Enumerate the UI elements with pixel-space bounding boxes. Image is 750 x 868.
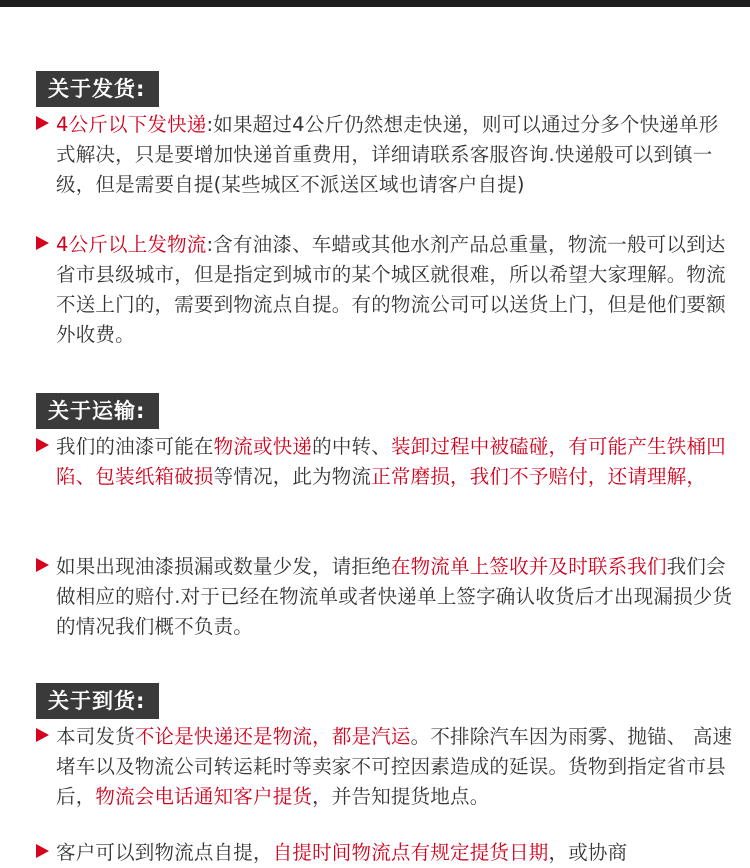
body-text: 等情况，此为物流 — [213, 465, 372, 488]
paragraph-text — [56, 838, 736, 864]
highlight-text: 装卸过程中被磕碰，有可能产生铁桶凹陷、包装纸箱破损 — [56, 435, 726, 488]
arrow-bullet-icon — [36, 844, 49, 858]
highlight-text: 在物流单上签收并及时联系我们 — [390, 555, 667, 578]
paragraph-text — [56, 110, 736, 200]
list-item — [36, 552, 736, 642]
body-text: :如果超过4公斤仍然想走快递，则可以通过分多个快递单形式解决，只是要增加快递首重费用，详细请联系客服咨询.快递般可以到镇一级，但是需要自提(某些城区不派送区域也请客户自提) — [56, 113, 719, 196]
highlight-text: 自提时间物流点有规定提货日期 — [272, 841, 549, 864]
body-text: 客户可以到物流点自提， — [56, 841, 273, 864]
body-text: ，并告知提货地点。 — [312, 785, 490, 808]
highlight-text: 物流或快递 — [213, 435, 313, 458]
paragraph-text — [56, 432, 736, 492]
body-text: :含有油漆、车蜡或其他水剂产品总重量，物流一般可以到达省市县级城市，但是指定到城市的某个城区就很难，所以希望大家理解。物流不送上门的，需要到物流点自提。有的物流公司可以送货上门，但是他们要额外收费。 — [56, 233, 726, 346]
body-text: ，或协商 — [548, 841, 628, 864]
body-text: 的中转、 — [312, 435, 391, 458]
highlight-text: 正常磨损，我们不予赔付，还请理解， — [371, 465, 707, 488]
list-item — [36, 838, 736, 864]
highlight-text: 不论是快递还是物流，都是汽运 — [134, 725, 411, 748]
list-item — [36, 230, 736, 350]
section-header-arrival: 关于到货: — [36, 683, 159, 719]
body-text: 本司发货 — [56, 725, 135, 748]
paragraph-text — [56, 722, 736, 812]
list-item — [36, 110, 736, 200]
highlight-text: 4公斤以下发快递 — [56, 113, 207, 136]
arrow-bullet-icon — [36, 116, 49, 130]
highlight-text: 4公斤以上发物流 — [56, 233, 207, 256]
body-text: 。不排除汽车因为雨雾、抛锚、 高速堵车以及物流公司转运耗时等卖家不可控因素造成的延误。货物到指定省市县后， — [56, 725, 733, 808]
body-text: 我们的油漆可能在 — [56, 435, 214, 458]
top-bar — [0, 0, 750, 7]
list-item — [36, 722, 736, 812]
section-header-transport: 关于运输: — [36, 393, 159, 429]
section-header-shipping: 关于发货: — [36, 71, 159, 107]
list-item — [36, 432, 736, 492]
arrow-bullet-icon — [36, 558, 49, 572]
body-text: 我们会做相应的赔付.对于已经在物流单或者快递单上签字确认收货后才出现漏损少货的情况我们概不负责。 — [56, 555, 733, 638]
arrow-bullet-icon — [36, 728, 49, 742]
body-text: 如果出现油漆损漏或数量少发，请拒绝 — [56, 555, 391, 578]
paragraph-text — [56, 552, 736, 642]
arrow-bullet-icon — [36, 236, 49, 250]
arrow-bullet-icon — [36, 438, 49, 452]
paragraph-text — [56, 230, 736, 350]
highlight-text: 物流会电话通知客户提货 — [95, 785, 313, 808]
